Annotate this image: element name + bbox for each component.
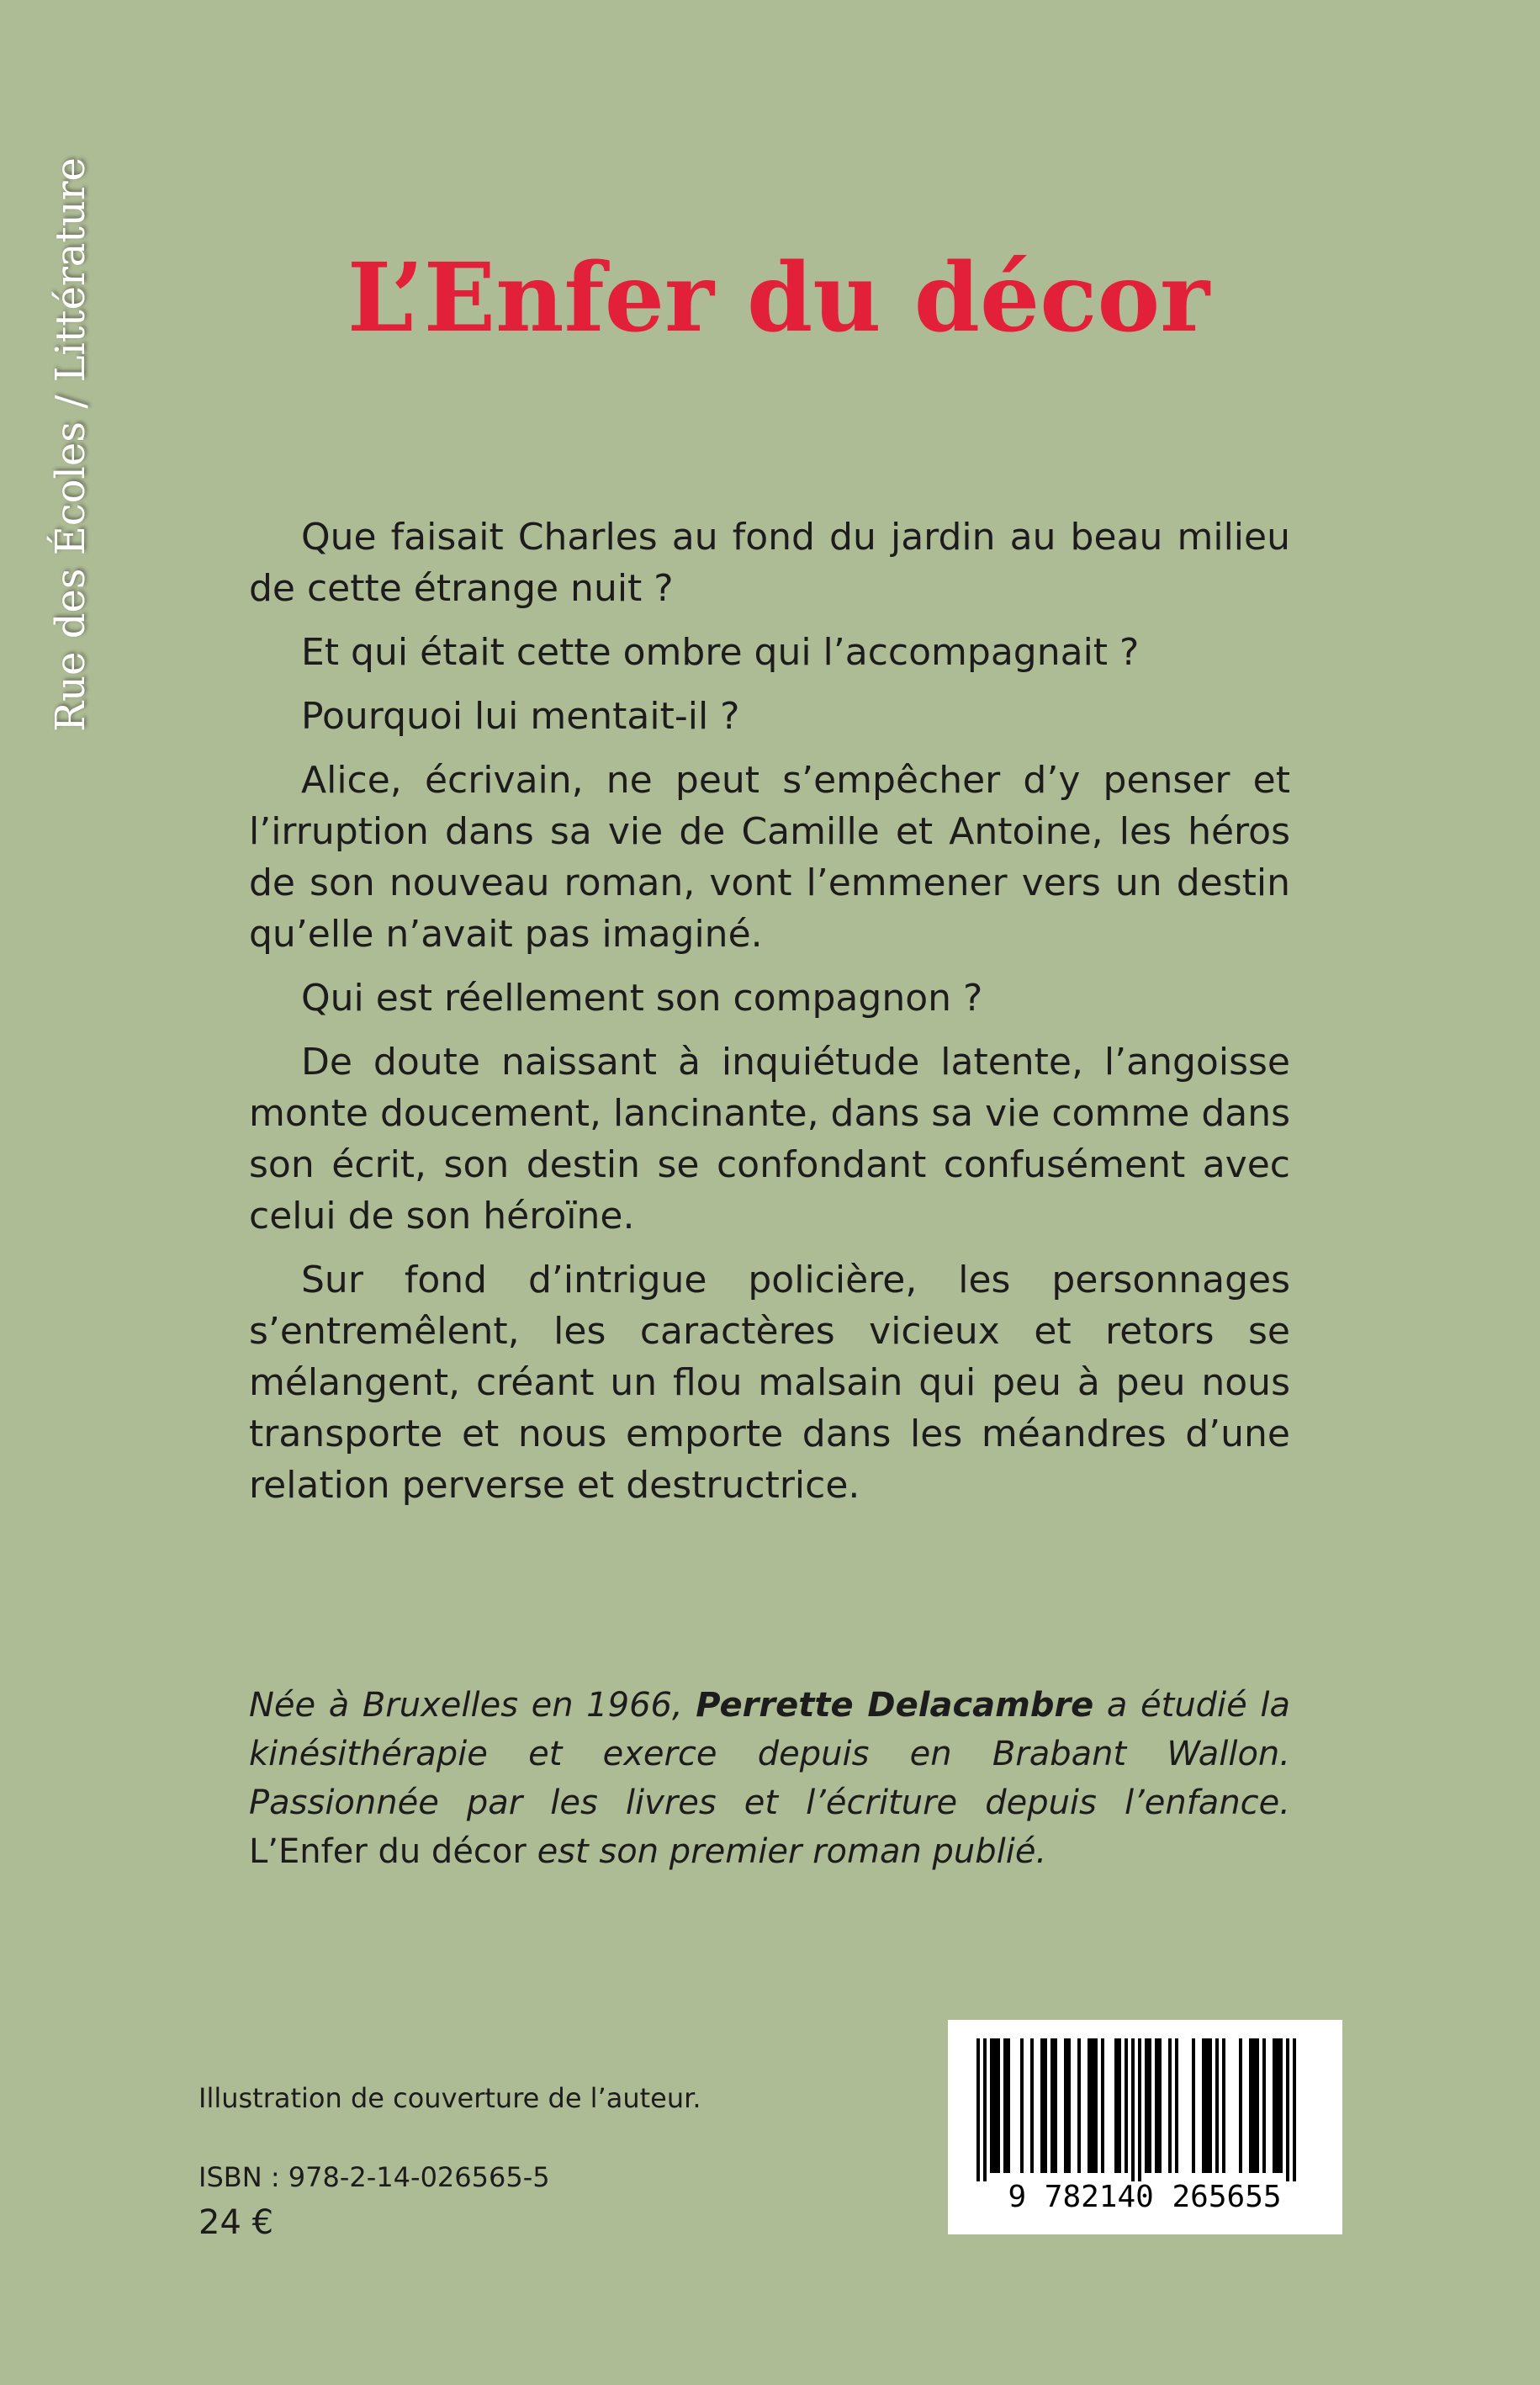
spine-collection-label: Rue des Écoles / Littérature [47,157,94,732]
barcode-bar [976,2038,980,2181]
barcode-bar [1145,2038,1148,2173]
barcode-bar [1007,2038,1010,2173]
barcode-bar [1054,2038,1057,2173]
barcode-bar [1003,2038,1007,2173]
barcode-bar [1262,2038,1266,2173]
barcode [948,2020,1342,2234]
barcode-bar [1249,2038,1252,2173]
barcode-bar [1148,2038,1151,2173]
barcode-bar [1256,2038,1259,2173]
barcode-bar [1209,2038,1212,2173]
barcode-bar [1118,2038,1121,2173]
barcode-bar [1222,2038,1225,2173]
barcode-bar [1158,2038,1162,2173]
barcode-bar [1067,2038,1071,2173]
illustration-credit: Illustration de couverture de l’auteur. [198,2082,701,2114]
barcode-bar [1020,2038,1024,2173]
barcode-bar [1279,2038,1283,2173]
book-title: L’Enfer du décor [347,243,1210,353]
barcode-bar [1239,2038,1242,2173]
barcode-bar [1064,2038,1067,2173]
bio-author-name: Perrette Delacambre [696,1686,1094,1725]
barcode-bar [1205,2038,1209,2173]
barcode-bar [1131,2038,1135,2181]
barcode-bar [1114,2038,1118,2173]
barcode-bar [1192,2038,1195,2173]
barcode-bar [1044,2038,1047,2173]
barcode-bar [1050,2038,1054,2173]
barcode-bar [1094,2038,1098,2173]
synopsis [249,511,1290,1524]
barcode-bar [1125,2038,1128,2173]
synopsis-paragraph: Et qui était cette ombre qui l’accompagnait ? [301,631,1140,674]
barcode-bar [1101,2038,1104,2173]
isbn: ISBN : 978-2-14-026565-5 [198,2161,550,2193]
price: 24 € [198,2203,274,2242]
synopsis-paragraph: Pourquoi lui mentait-il ? [301,695,740,738]
bio-text: est son premier roman publié. [537,1832,1047,1871]
barcode-bar [1293,2038,1296,2181]
barcode-bar [993,2038,997,2173]
barcode-bar [997,2038,1000,2173]
barcode-bar [1077,2038,1081,2173]
barcode-bar [1202,2038,1205,2173]
author-bio [249,1681,1290,1876]
barcode-bar [1168,2038,1172,2173]
barcode-bar [983,2038,987,2181]
barcode-bar [990,2038,993,2173]
bio-text: Née à Bruxelles en 1966, [249,1686,696,1725]
barcode-bar [1155,2038,1158,2173]
barcode-bar [1040,2038,1044,2173]
bio-book-title: L’Enfer du décor [249,1832,537,1871]
barcode-graphic [948,2020,1342,2234]
barcode-bar [1252,2038,1256,2173]
barcode-bar [1273,2038,1276,2173]
barcode-bar [1276,2038,1279,2173]
barcode-digits: 9 782140 265655 [1008,2180,1282,2214]
barcode-bar [1088,2038,1091,2173]
synopsis-paragraph: De doute naissant à inquiétude latente, l’angoisse monte doucement, lancinante, dans sa vie comme dans son écrit, son destin se confondant confusément avec celui de son héroïne. [249,1041,1291,1238]
barcode-bar [1175,2038,1178,2173]
barcode-bar [1138,2038,1141,2181]
synopsis-paragraph: Qui est réellement son compagnon ? [301,977,983,1020]
synopsis-paragraph: Alice, écrivain, ne peut s’empêcher d’y penser et l’irruption dans sa vie de Camille et Antoine, les héros de son nouveau roman, vont l’emmener vers un destin qu’elle n’avait pas imaginé. [249,759,1290,956]
synopsis-paragraph: Que faisait Charles au fond du jardin au beau milieu de cette étrange nuit ? [249,516,1290,610]
synopsis-paragraph: Sur fond d’intrigue policière, les personnages s’entremêlent, les caractères vicieux et retors se mélangent, créant un flou malsain qui peu à peu nous transporte et nous emporte dans les méandres d’une relation perverse et destructrice. [249,1259,1290,1507]
barcode-bar [1215,2038,1219,2173]
barcode-bar [1030,2038,1034,2173]
barcode-bar [1286,2038,1289,2181]
bio-text: a étudié la kinésithérapie et exerce depuis en Brabant Wallon. Passionnée par les livres et l’écriture depuis l’enfance. [249,1686,1290,1822]
barcode-bar [1091,2038,1094,2173]
